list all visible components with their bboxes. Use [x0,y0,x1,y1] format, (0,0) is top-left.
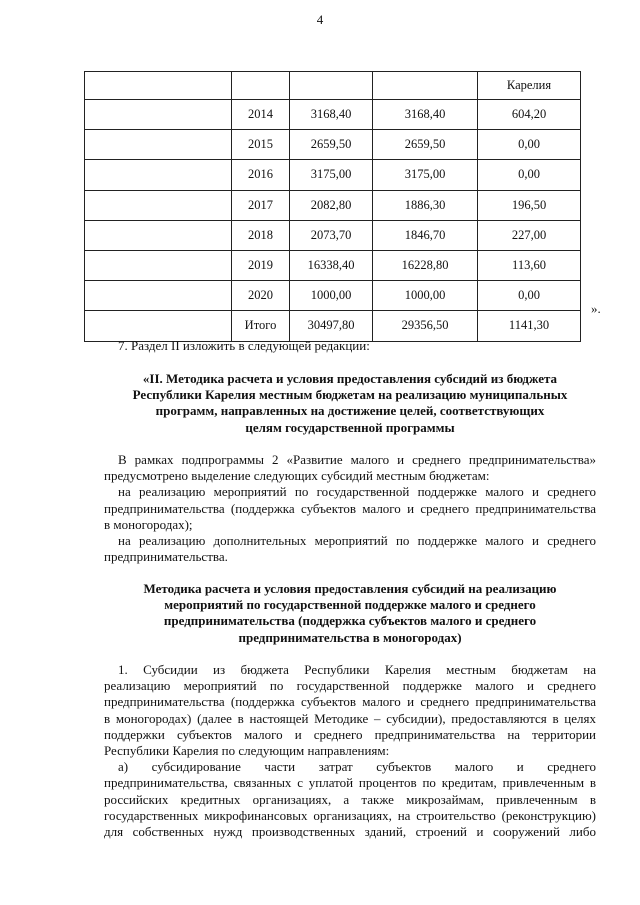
subsection-heading [104,581,596,646]
year-cell: 2016 [232,160,290,190]
year-cell: 2018 [232,220,290,250]
heading-line: Методика расчета и условия предоставления субсидий на реализацию [143,581,557,596]
heading-line: предпринимательства в моногородах) [238,629,462,645]
closing-quote: ». [591,301,601,316]
paragraph-line: поддержки субъектов малого и среднего предпринимательства на территории [104,726,596,742]
heading-line: «II. Методика расчета и условия предоставления субсидий из бюджета [142,371,558,386]
paragraph-line: предпринимательства. [104,549,228,565]
table-cell [85,160,232,190]
table-row [85,190,581,220]
paragraph-line: предпринимательства (поддержка субъектов малого и среднего предпринимательства [104,694,596,710]
total-cell: 1000,00 [290,281,373,311]
total-cell: 2659,50 [290,130,373,160]
paragraph-line: В рамках подпрограммы 2 «Развитие малого и среднего предпринимательства» [118,452,596,467]
year-cell: 2014 [232,100,290,130]
amount-cell: 2659,50 [373,130,478,160]
year-cell: 2019 [232,250,290,280]
table-cell [85,72,232,100]
table-cell [85,220,232,250]
amount-cell: 16228,80 [373,250,478,280]
table-cell [373,72,478,100]
table-row [85,220,581,250]
table-header-row [85,72,581,100]
intro-paragraph [104,452,596,565]
total-cell: 30497,80 [290,311,373,341]
paragraph-line: предпринимательства, связанных с уплатой процентов по кредитам, привлеченным в [104,775,596,791]
paragraph-line: государственных микрофинансовых организациях, на строительство (реконструкцию) [104,807,596,823]
region-cell: 604,20 [478,100,581,130]
region-cell: 113,60 [478,250,581,280]
heading-line: программ, направленных на достижение целей, соответствующих [155,403,545,419]
region-cell: 0,00 [478,160,581,190]
region-cell: 196,50 [478,190,581,220]
section-heading [104,371,596,436]
page-number: 4 [316,12,324,27]
year-cell: Итого [232,311,290,341]
table-row [85,130,581,160]
heading-line: предпринимательства (поддержка субъектов малого и среднего [163,613,537,629]
table-row [85,160,581,190]
table-cell [232,72,290,100]
table-header-region: Карелия [478,72,581,100]
region-cell: 1141,30 [478,311,581,341]
total-cell: 3168,40 [290,100,373,130]
item-7-text: 7. Раздел II изложить в следующей редакции: [118,338,370,353]
table-row [85,250,581,280]
total-cell: 16338,40 [290,250,373,280]
paragraph-line: в моногородах); [104,516,193,532]
table-cell [85,311,232,341]
region-cell: 0,00 [478,130,581,160]
region-cell: 227,00 [478,220,581,250]
paragraph-line: для собственных нужд производственных зданий, строений и сооружений либо [104,824,596,840]
total-cell: 3175,00 [290,160,373,190]
table-cell [85,190,232,220]
amount-cell: 1000,00 [373,281,478,311]
table-cell [85,250,232,280]
year-cell: 2015 [232,130,290,160]
amount-cell: 1886,30 [373,190,478,220]
heading-line: Республики Карелия местным бюджетам на реализацию муниципальных [132,387,568,403]
heading-line: целям государственной программы [245,419,455,435]
table-cell [85,281,232,311]
year-cell: 2020 [232,281,290,311]
year-cell: 2017 [232,190,290,220]
paragraph-line: реализацию мероприятий по государственной поддержке малого и среднего [104,678,596,694]
amount-cell: 3168,40 [373,100,478,130]
paragraph-line: предпринимательства (поддержка субъектов малого и среднего предпринимательства [104,500,596,516]
paragraph-line: на реализацию мероприятий по государственной поддержке малого и среднего [118,484,596,500]
table-row [85,100,581,130]
region-cell: 0,00 [478,281,581,311]
table-total-row [85,311,581,341]
methodology-paragraph [104,662,596,840]
paragraph-line: российских кредитных организациях, а также микрозаймам, привлеченным в [104,791,596,807]
paragraph-line: Республики Карелия по следующим направлениям: [104,743,390,759]
amount-cell: 1846,70 [373,220,478,250]
table-row [85,281,581,311]
item-7 [104,338,596,354]
paragraph-line: 1. Субсидии из бюджета Республики Карелия местным бюджетам на [118,662,596,677]
amount-cell: 3175,00 [373,160,478,190]
total-cell: 2082,80 [290,190,373,220]
table-cell [85,130,232,160]
paragraph-line: а) субсидирование части затрат субъектов малого и среднего [118,759,596,775]
paragraph-line: на реализацию дополнительных мероприятий по поддержке малого и среднего [118,533,596,549]
paragraph-line: предусмотрено выделение следующих субсидий местным бюджетам: [104,468,490,484]
funding-table [84,71,581,342]
amount-cell: 29356,50 [373,311,478,341]
table-cell [290,72,373,100]
total-cell: 2073,70 [290,220,373,250]
heading-line: мероприятий по государственной поддержке малого и среднего [164,597,536,613]
table-cell [85,100,232,130]
paragraph-line: в моногородах) (далее в настоящей Методике – субсидии), предоставляются в целях [104,710,596,726]
